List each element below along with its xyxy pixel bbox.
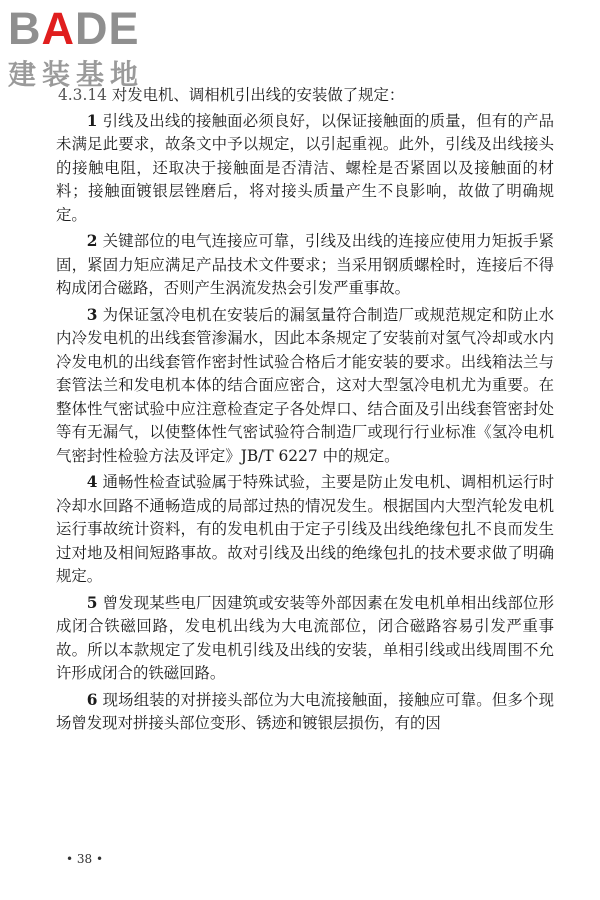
paragraph-text: 为保证氢冷电机在安装后的漏氢量符合制造厂或规范规定和防止水内冷发电机的出线套管渗漏水，因此本条规定了安装前对氢气冷却或水内冷发电机的出线套管作密封性试验合格后才能安装的要求。出线箱法兰与套管法兰和发电机本体的结合面应密合，这对大型氢冷电机尤为重要。在整体性气密试验中应注意检查定子各处焊口、结合面及引出线套管密封处等有无漏气，以使整体性气密试验符合制造厂或现行行业标准《氢冷电机气密封性检验方法及评定》JB/T 6227 中的规定。 <box>56 305 554 465</box>
paragraph-number: 1 <box>86 111 98 130</box>
logo <box>8 4 178 90</box>
paragraph-text: 引线及出线的接触面必须良好，以保证接触面的质量，但有的产品未满足此要求，故条文中予以规定，以引起重视。此外，引线及出线接头的接触电阻，还取决于接触面是否清洁、螺栓是否紧固以及接触面的材料；接触面镀银层锉磨后，将对接头质量产生不良影响，故做了明确规定。 <box>56 111 554 224</box>
logo-subtitle: 建装基地 <box>8 58 145 91</box>
paragraph-text: 通畅性检查试验属于特殊试验，主要是防止发电机、调相机运行时冷却水回路不通畅造成的局部过热的情况发生。根据国内大型汽轮发电机运行事故统计资料，有的发电机由于定子引线及出线绝缘包扎不良而发生过对地及相间短路事故。故对引线及出线的绝缘包扎的技术要求做了明确规定。 <box>56 473 554 585</box>
logo-wordmark <box>8 4 140 54</box>
paragraph-3 <box>56 304 554 469</box>
section-number: 4.3.14 <box>58 86 107 104</box>
paragraph-6 <box>56 689 554 736</box>
section-title: 对发电机、调相机引出线的安装做了规定： <box>111 86 405 104</box>
paragraph-4 <box>56 471 554 589</box>
section-heading <box>56 84 554 108</box>
paragraph-text: 曾发现某些电厂因建筑或安装等外部因素在发电机单相出线部位形成闭合铁磁回路，发电机出线为大电流部位，闭合磁路容易引发严重事故。所以本款规定了发电机引线及出线的安装，单相引线或出线周围不允许形成闭合的铁磁回路。 <box>56 593 554 682</box>
paragraph-1 <box>56 110 554 228</box>
paragraph-text: 现场组装的对拼接头部位为大电流接触面，接触应可靠。但多个现场曾发现对拼接头部位变形、锈迹和镀银层损伤，有的因 <box>56 690 554 732</box>
paragraph-number: 5 <box>86 593 98 612</box>
paragraph-5 <box>56 592 554 686</box>
paragraph-number: 4 <box>86 473 98 491</box>
page-number: • 38 • <box>66 852 104 866</box>
paragraph-number: 2 <box>86 232 98 250</box>
logo-letter-a: A <box>41 3 75 54</box>
paragraph-text: 关键部位的电气连接应可靠，引线及出线的连接应使用力矩扳手紧固，紧固力矩应满足产品技术文件要求；当采用钢质螺栓时，连接后不得构成闭合磁路，否则产生涡流发热会引发严重事故。 <box>56 232 554 297</box>
paragraph-number: 6 <box>86 690 98 709</box>
paragraph-2 <box>56 230 554 301</box>
document-body <box>56 84 554 739</box>
logo-letter-b: B <box>8 3 42 54</box>
logo-letters-de: DE <box>75 3 140 54</box>
paragraph-number: 3 <box>86 305 98 324</box>
